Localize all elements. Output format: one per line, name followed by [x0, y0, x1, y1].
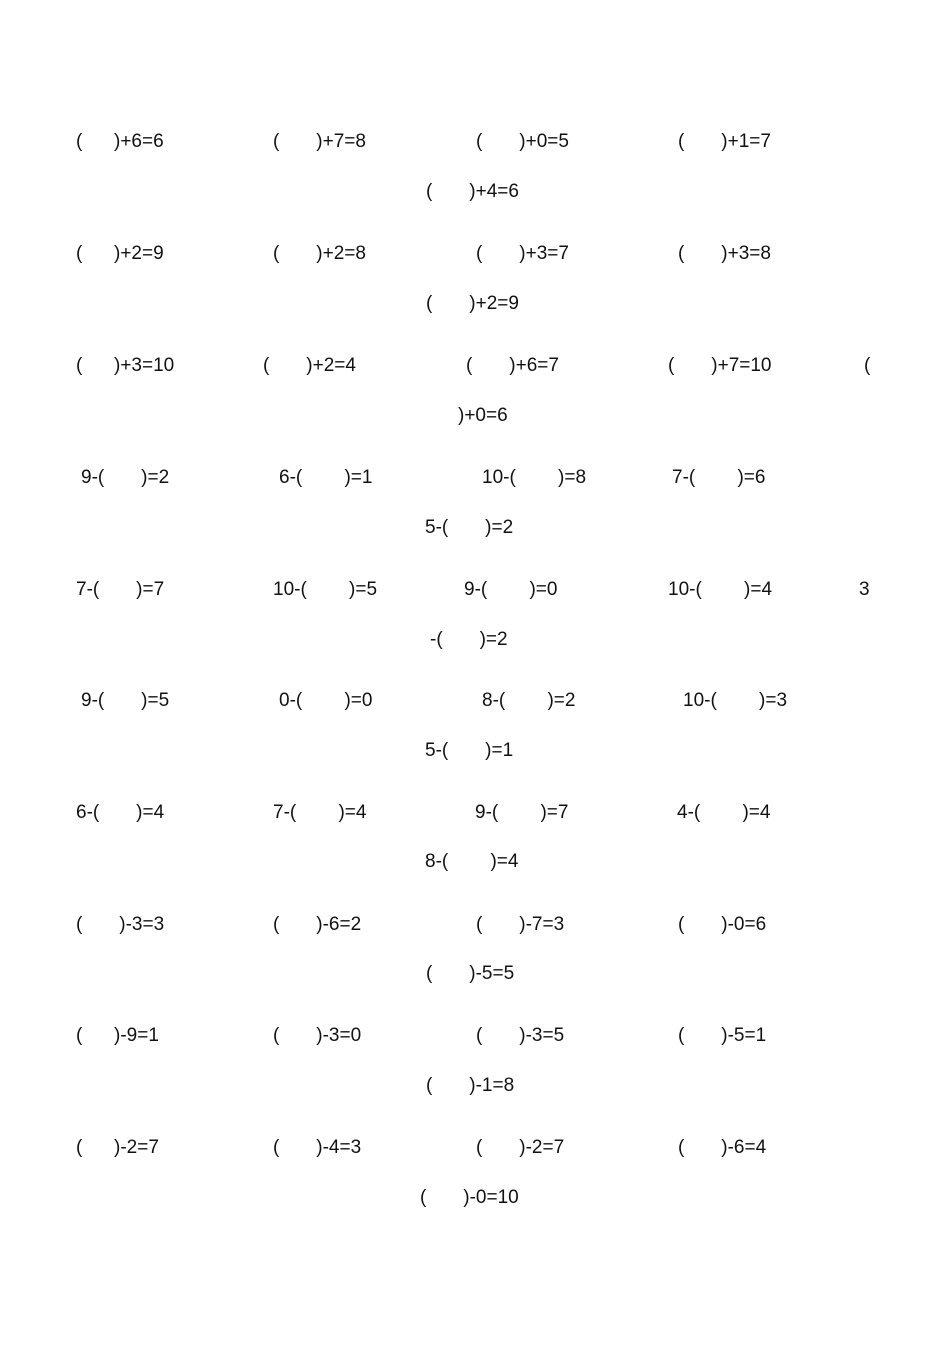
problem-5-1: 7-( )=7: [76, 579, 165, 600]
problem-6-4: 10-( )=3: [683, 690, 788, 711]
problem-6-5: 5-( )=1: [425, 740, 514, 761]
problem-8-3: ( )-7=3: [476, 914, 565, 935]
problem-row-2: [0, 241, 950, 267]
problem-9-5: ( )-1=8: [426, 1075, 515, 1096]
problem-9-2: ( )-3=0: [273, 1025, 362, 1046]
problem-3-3: ( )+6=7: [466, 355, 559, 376]
problem-row-4: [0, 465, 950, 491]
problem-7-3: 9-( )=7: [475, 802, 569, 823]
problem-7-5: 8-( )=4: [425, 851, 519, 872]
problem-row-8-center: [0, 961, 950, 987]
problem-4-4: 7-( )=6: [672, 467, 766, 488]
problem-1-1: ( )+6=6: [76, 131, 164, 152]
problem-10-3: ( )-2=7: [476, 1137, 565, 1158]
problem-7-4: 4-( )=4: [677, 802, 771, 823]
problem-row-5-center: [0, 627, 950, 653]
problem-2-1: ( )+2=9: [76, 243, 164, 264]
problem-8-5: ( )-5=5: [426, 963, 515, 984]
problem-10-4: ( )-6=4: [678, 1137, 767, 1158]
problem-4-3: 10-( )=8: [482, 467, 587, 488]
problem-8-2: ( )-6=2: [273, 914, 362, 935]
problem-1-2: ( )+7=8: [273, 131, 366, 152]
problem-10-1: ( )-2=7: [76, 1137, 159, 1158]
problem-row-8: [0, 912, 950, 938]
problem-1-3: ( )+0=5: [476, 131, 569, 152]
problem-row-9-center: [0, 1073, 950, 1099]
problem-6-1: 9-( )=5: [81, 690, 170, 711]
problem-9-1: ( )-9=1: [76, 1025, 159, 1046]
problem-10-2: ( )-4=3: [273, 1137, 362, 1158]
problem-row-2-center: [0, 291, 950, 317]
problem-3-5-start: (: [864, 355, 871, 376]
problem-4-5: 5-( )=2: [425, 517, 514, 538]
problem-row-7: [0, 800, 950, 826]
problem-2-2: ( )+2=8: [273, 243, 366, 264]
problem-row-5: [0, 577, 950, 603]
problem-row-9: [0, 1023, 950, 1049]
problem-row-1: [0, 129, 950, 155]
problem-3-2: ( )+2=4: [263, 355, 356, 376]
problem-4-1: 9-( )=2: [81, 467, 170, 488]
problem-5-5-start: 3: [859, 579, 870, 600]
problem-9-4: ( )-5=1: [678, 1025, 767, 1046]
problem-2-3: ( )+3=7: [476, 243, 569, 264]
problem-row-3-center: [0, 403, 950, 429]
problem-row-1-center: [0, 179, 950, 205]
problem-5-4: 10-( )=4: [668, 579, 773, 600]
problem-1-5: ( )+4=6: [426, 181, 519, 202]
problem-2-5: ( )+2=9: [426, 293, 519, 314]
problem-9-3: ( )-3=5: [476, 1025, 565, 1046]
problem-6-3: 8-( )=2: [482, 690, 576, 711]
problem-row-6-center: [0, 738, 950, 764]
problem-8-4: ( )-0=6: [678, 914, 767, 935]
problem-7-1: 6-( )=4: [76, 802, 165, 823]
problem-5-5-end: -( )=2: [430, 629, 508, 650]
problem-8-1: ( )-3=3: [76, 914, 165, 935]
problem-4-2: 6-( )=1: [279, 467, 373, 488]
problem-7-2: 7-( )=4: [273, 802, 367, 823]
problem-row-10-center: [0, 1185, 950, 1211]
problem-row-7-center: [0, 849, 950, 875]
problem-1-4: ( )+1=7: [678, 131, 771, 152]
problem-row-4-center: [0, 515, 950, 541]
problem-6-2: 0-( )=0: [279, 690, 373, 711]
problem-5-3: 9-( )=0: [464, 579, 558, 600]
problem-5-2: 10-( )=5: [273, 579, 378, 600]
problem-row-3: [0, 353, 950, 379]
problem-row-6: [0, 688, 950, 714]
problem-2-4: ( )+3=8: [678, 243, 771, 264]
problem-row-10: [0, 1135, 950, 1161]
problem-3-1: ( )+3=10: [76, 355, 175, 376]
problem-10-5: ( )-0=10: [420, 1187, 519, 1208]
problem-3-4: ( )+7=10: [668, 355, 772, 376]
problem-3-5-end: )+0=6: [458, 405, 508, 426]
